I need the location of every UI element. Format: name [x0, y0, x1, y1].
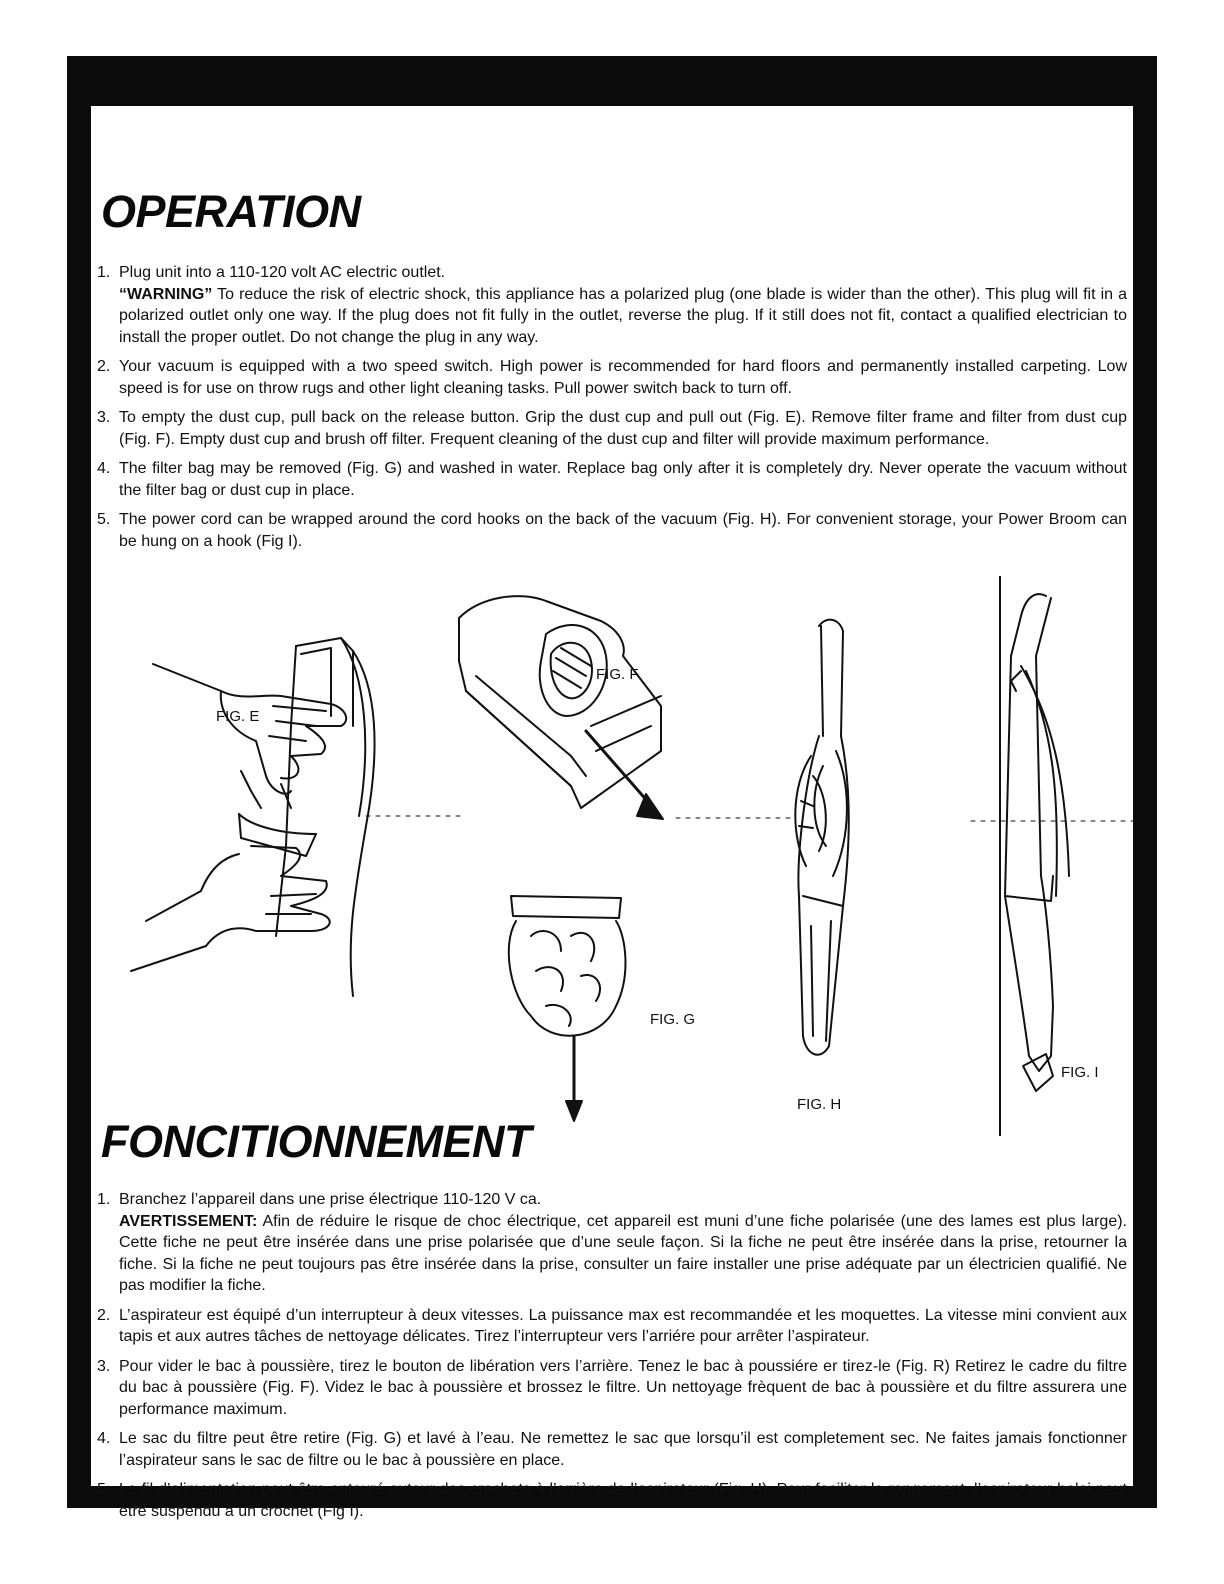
- fonctionnement-item-text: Branchez l’appareil dans une prise électrique 110-120 V ca.: [119, 1191, 542, 1208]
- operation-heading: OPERATION: [101, 186, 361, 237]
- fig-g-label: FIG. G: [650, 1011, 695, 1028]
- fonctionnement-item-1: 1. Branchez l’appareil dans une prise électrique 110-120 V ca. AVERTISSEMENT: Afin de réduire le risque de choc électrique, cet appareil est muni d’une fiche polarisée (une des lames est plus large). Cette fiche ne peut être insérée dans une prise polarisée que d’une seule façon. Si la fiche ne peut être insérée dans la prise, retourner la fiche. Si la fiche ne peut toujours pas être insérée dans la prise, consulter un faire installer une prise adéquate par un électricien qualifié. Ne pas modifier la fiche.: [97, 1191, 1127, 1294]
- fonctionnement-item-5: 5. Le fil d’alimentation peut être entouré autour des crochets à l’arrière de l’aspirateur (Fig. H). Pour faciliter le rangement, l’aspirateur balai peut être suspendu à un crochet (Fig I).: [97, 1481, 1127, 1520]
- avertissement-label: AVERTISSEMENT:: [119, 1212, 258, 1230]
- fig-e-illustration: [131, 638, 375, 996]
- avertissement-text: Afin de réduire le risque de choc électrique, cet appareil est muni d’une fiche polarisée (une des lames est plus large). Cette fiche ne peut être insérée dans une prise polarisée que d’une seule façon. Si la fiche ne peut être insérée dans la prise, retourner la fiche. Si la fiche ne peut toujours pas être insérée dans la prise, consulter un faire installer une prise adéquate par un électricien qualifié. Ne pas modifier la fiche.: [119, 1212, 1127, 1294]
- fonctionnement-item-text: Le sac du filtre peut être retire (Fig. G) et lavé à l’eau. Ne remettez le sac que lorsqu’il est completement sec. Ne faites jamais fonctionner l’aspirateur sans le sac de filtre ou le bac à poussière en place.: [119, 1430, 1127, 1469]
- fonctionnement-item-2: 2. L’aspirateur est équipé d’un interrupteur à deux vitesses. La puissance max est recommandée et les moquettes. La vitesse mini convient aux tapis et aux autres tâches de nettoyage délicates. Tirez l’interrupteur vers l’arriére pour arrêter l’aspirateur.: [97, 1306, 1127, 1345]
- operation-list: [97, 262, 1127, 560]
- operation-item-text: To empty the dust cup, pull back on the release button. Grip the dust cup and pull out (Fig. E). Remove filter frame and filter from dust cup (Fig. F). Empty dust cup and brush off filter. Frequent cleaning of the dust cup and filter will provide maximum performance.: [119, 409, 1127, 448]
- figures-illustration: [91, 576, 1133, 1136]
- fig-h-illustration: [795, 620, 848, 1055]
- fig-i-label: FIG. I: [1061, 1064, 1099, 1081]
- warning-text: To reduce the risk of electric shock, this appliance has a polarized plug (one blade is wider than the other). This plug will fit in a polarized outlet only one way. If the plug does not fit fully in the outlet, reverse the plug. If it still does not fit, contact a qualified electrician to install the proper outlet. Do not change the plug in any way.: [119, 285, 1128, 346]
- figures-area: [91, 576, 1133, 1136]
- fig-h-label: FIG. H: [797, 1096, 842, 1113]
- operation-item-text: The power cord can be wrapped around the cord hooks on the back of the vacuum (Fig. H). For convenient storage, your Power Broom can be hung on a hook (Fig I).: [119, 511, 1127, 550]
- warning-label: “WARNING”: [119, 285, 213, 303]
- operation-item-2: 2. Your vacuum is equipped with a two speed switch. High power is recommended for hard floors and permanently installed carpeting. Low speed is for use on throw rugs and other light cleaning tasks. Pull power switch back to turn off.: [97, 358, 1127, 397]
- fonctionnement-list: [97, 1189, 1127, 1530]
- fonctionnement-item-4: 4. Le sac du filtre peut être retire (Fig. G) et lavé à l’eau. Ne remettez le sac que lorsqu’il est completement sec. Ne faites jamais fonctionner l’aspirateur sans le sac de filtre ou le bac à poussière en place.: [97, 1430, 1127, 1469]
- fonctionnement-item-text: L’aspirateur est équipé d’un interrupteur à deux vitesses. La puissance max est recommandée et les moquettes. La vitesse mini convient aux tapis et aux autres tâches de nettoyage délicates. Tirez l’interrupteur vers l’arriére pour arrêter l’aspirateur.: [119, 1306, 1127, 1345]
- operation-item-1: 1. Plug unit into a 110-120 volt AC electric outlet. “WARNING” To reduce the risk of electric shock, this appliance has a polarized plug (one blade is wider than the other). This plug will fit in a polarized outlet only one way. If the plug does not fit fully in the outlet, reverse the plug. If it still does not fit, contact a qualified electrician to install the proper outlet. Do not change the plug in any way.: [97, 264, 1128, 346]
- operation-item-5: 5. The power cord can be wrapped around the cord hooks on the back of the vacuum (Fig. H). For convenient storage, your Power Broom can be hung on a hook (Fig I).: [97, 511, 1127, 550]
- page-border: [67, 56, 1157, 1520]
- fonctionnement-heading: FONCITIONNEMENT: [101, 1116, 531, 1167]
- operation-item-text: The filter bag may be removed (Fig. G) and washed in water. Replace bag only after it is completely dry. Never operate the vacuum without the filter bag or dust cup in place.: [119, 460, 1127, 499]
- fig-g-illustration: [509, 896, 626, 1121]
- fig-i-illustration: [1000, 576, 1069, 1136]
- operation-item-text: Plug unit into a 110-120 volt AC electric outlet.: [119, 264, 446, 281]
- fig-f-illustration: [459, 596, 663, 819]
- content-area: [91, 106, 1133, 1520]
- operation-item-3: 3. To empty the dust cup, pull back on the release button. Grip the dust cup and pull out (Fig. E). Remove filter frame and filter from dust cup (Fig. F). Empty dust cup and brush off filter. Frequent cleaning of the dust cup and filter will provide maximum performance.: [97, 409, 1127, 448]
- fonctionnement-item-text: Pour vider le bac à poussière, tirez le bouton de libération vers l’arrière. Tenez le bac à poussiére er tirez-le (Fig. R) Retirez le cadre du filtre du bac à poussière (Fig. F). Videz le bac à poussière et brossez le filtre. Un nettoyage frèquent de bac à poussière et du filtre assurera une performance maximum.: [119, 1357, 1127, 1418]
- operation-item-4: 4. The filter bag may be removed (Fig. G) and washed in water. Replace bag only after it is completely dry. Never operate the vacuum without the filter bag or dust cup in place.: [97, 460, 1127, 499]
- fonctionnement-item-3: 3. Pour vider le bac à poussière, tirez le bouton de libération vers l’arrière. Tenez le bac à poussiére er tirez-le (Fig. R) Retirez le cadre du filtre du bac à poussière (Fig. F). Videz le bac à poussière et brossez le filtre. Un nettoyage frèquent de bac à poussière et du filtre assurera une performance maximum.: [97, 1357, 1127, 1418]
- fig-e-label: FIG. E: [216, 708, 260, 725]
- fig-f-label: FIG. F: [596, 666, 639, 683]
- operation-item-text: Your vacuum is equipped with a two speed switch. High power is recommended for hard floors and permanently installed carpeting. Low speed is for use on throw rugs and other light cleaning tasks. Pull power switch back to turn off.: [119, 358, 1127, 397]
- fonctionnement-item-text: Le fil d’alimentation peut être entouré autour des crochets à l’arrière de l’aspirateur (Fig. H). Pour faciliter le rangement, l’aspirateur balai peut être suspendu à un crochet (Fig I).: [119, 1481, 1127, 1520]
